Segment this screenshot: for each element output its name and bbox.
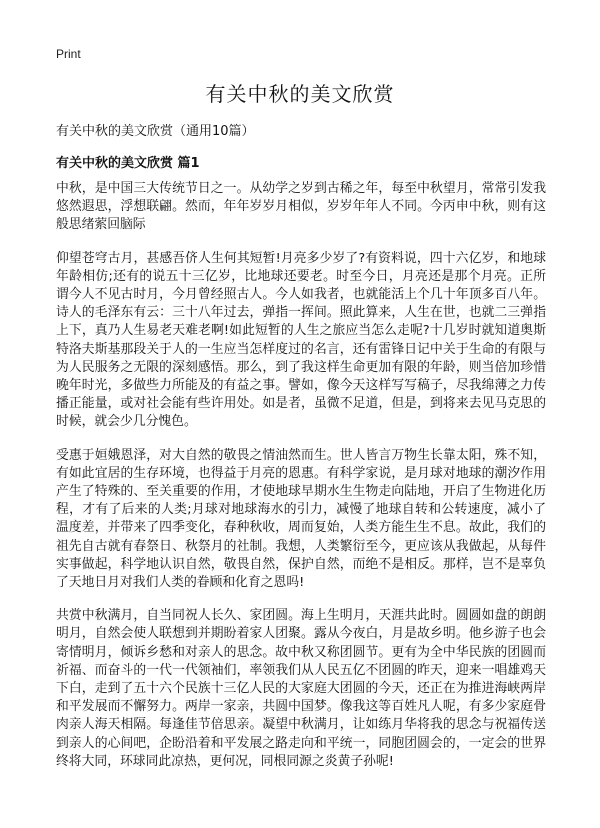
page-title: 有关中秋的美文欣赏 [205, 82, 395, 106]
print-label: Print [56, 47, 81, 61]
paragraph-4: 共赏中秋满月，自当同祝人长久、家团圆。海上生明月，天涯共此时。圆圆如盘的朗朗明月，自然会使人联想到并期盼着家人团聚。露从今夜白，月是故乡明。他乡游子也会寄情明月，倾诉乡愁和对亲人的思念。故中秋又称团圆节。更有为全中华民族的团圆而祈福、而奋斗的一代一代领袖们，率领我们从人民五亿不团圆的昨天，迎来一唱雄鸡天下白，走到了五十六个民族十三亿人民的大家庭大团圆的今天，还正在为推进海峡两岸和平发展而不懈努力。两岸一家亲，共圆中国梦。像我这等百姓凡人呢，有多少家庭骨肉亲人海天相隔。每逢佳节倍思亲。凝望中秋满月，让如练月华将我的思念与祝福传送到亲人的心间吧，企盼沿着和平发展之路走向和平统一，同胞团圆会的，一定会的世界终将大同，环球同此凉热，更何况，同根同源之炎黄子孙呢! [56, 608, 546, 769]
paragraph-3: 受惠于姮娥恩泽，对大自然的敬畏之情油然而生。世人皆言万物生长靠太阳，殊不知，有如此宜居的生存环境，也得益于月亮的恩惠。有科学家说，是月球对地球的潮汐作用产生了特殊的、至关重要的作用，才使地球早期水生生物走向陆地，开启了生物进化历程，才有了后来的人类;月球对地球海水的引力，减慢了地球自转和公转速度，减小了温度差，并带来了四季变化，春种秋收，周而复始，人类方能生生不息。故此，我们的祖先自古就有春祭日、秋祭月的社制。我想，人类繁衍至今，更应该从我做起，从每件实事做起，科学地认识自然，敬畏自然，保护自然，而绝不是相反。那样，岂不是辜负了天地日月对我们人类的眷顾和化育之恩吗! [56, 447, 546, 591]
document-subtitle: 有关中秋的美文欣赏（通用10篇） [56, 124, 255, 139]
section-heading: 有关中秋的美文欣赏 篇1 [56, 156, 200, 171]
article-body [56, 180, 546, 786]
paragraph-2: 仰望苍穹古月，甚感吾侪人生何其短暂!月亮多少岁了?有资料说，四十六亿岁，和地球年龄相仿;还有的说五十三亿岁，比地球还要老。时至今日，月亮还是那个月亮。正所谓今人不见古时月，今月曾经照古人。今人如我者，也就能活上个几十年顶多百八年。诗人的毛泽东有云：三十八年过去，弹指一挥间。照此算来，人生在世，也就二三弹指上下，真乃人生易老天难老啊!如此短暂的人生之旅应当怎么走呢?十几岁时就知道奥斯特洛夫斯基那段关于人的一生应当怎样度过的名言，还有雷锋日记中关于生命的有限与为人民服务之无限的深刻感悟。那么，到了我这样生命更加有限的年龄，则当倍加珍惜晚年时光，多做些力所能及的有益之事。譬如，像今天这样写写稿子，尽我绵薄之力传播正能量，或对社会能有些许用处。如是者，虽微不足道，但是，到将来去见马克思的时候，就会少几分愧色。 [56, 250, 546, 430]
paragraph-1: 中秋，是中国三大传统节日之一。从幼学之岁到古稀之年，每至中秋望月，常常引发我悠然遐思，浮想联翩。然而，年年岁岁月相似，岁岁年年人不同。今丙申中秋，则有这般思绪萦回脑际 [56, 181, 546, 233]
